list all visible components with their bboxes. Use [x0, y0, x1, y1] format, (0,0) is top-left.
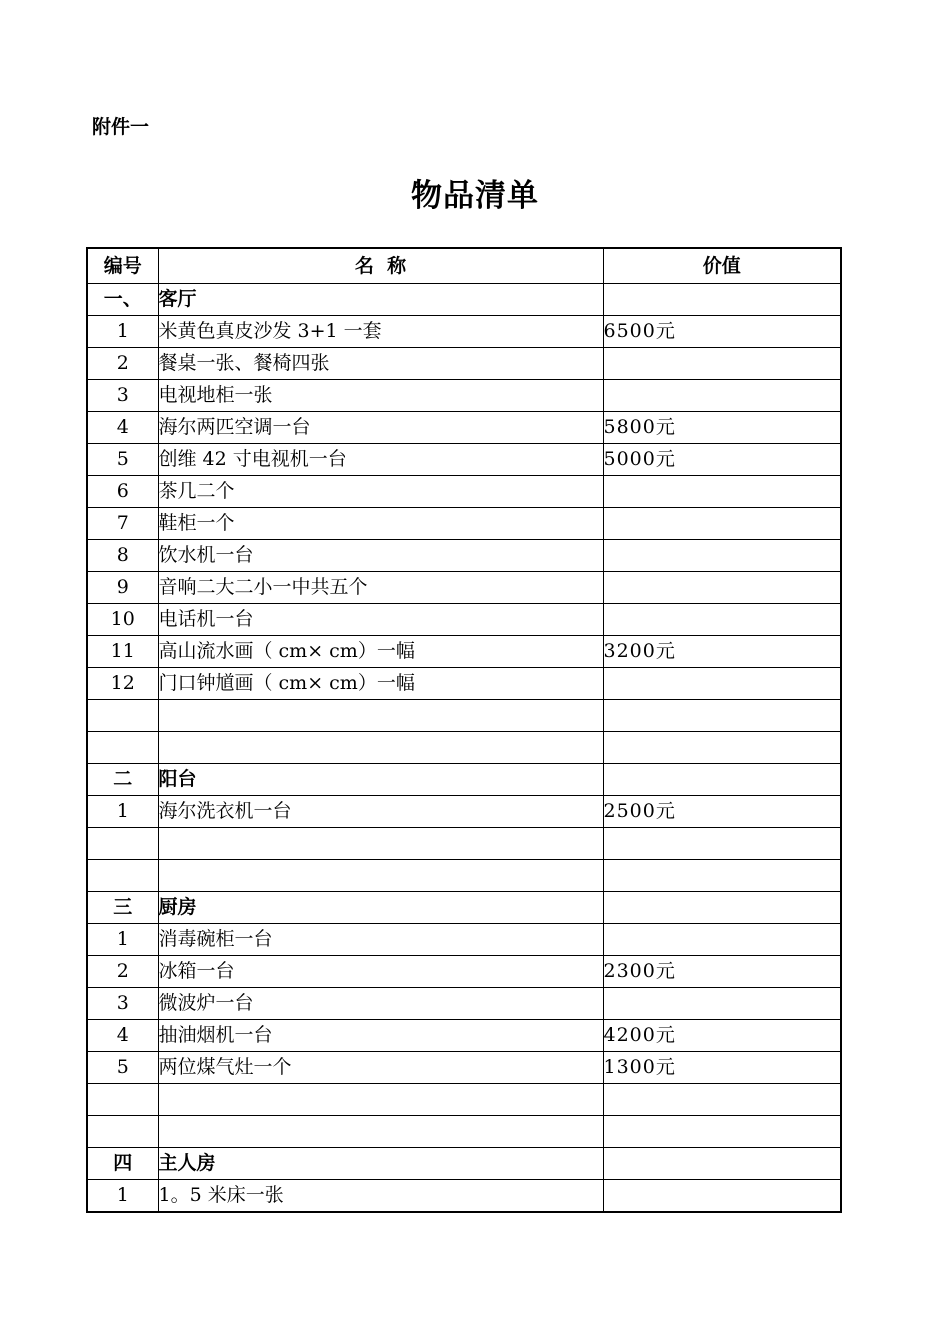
row-number-cell	[87, 828, 158, 860]
column-header-value: 价值	[603, 248, 841, 284]
inventory-table	[86, 247, 842, 1213]
item-value-cell	[603, 700, 841, 732]
item-name-cell: 主人房	[158, 1148, 603, 1180]
table-row	[87, 732, 841, 764]
row-number-cell: 三	[87, 892, 158, 924]
item-name-cell	[158, 1084, 603, 1116]
table-row	[87, 1084, 841, 1116]
table-row	[87, 316, 841, 348]
table-row	[87, 1116, 841, 1148]
item-name-cell: 鞋柜一个	[158, 508, 603, 540]
item-value-cell	[603, 860, 841, 892]
item-name-cell: 微波炉一台	[158, 988, 603, 1020]
table-row	[87, 476, 841, 508]
table-row	[87, 348, 841, 380]
table-row	[87, 540, 841, 572]
item-name-cell: 客厅	[158, 284, 603, 316]
row-number-cell: 1	[87, 1180, 158, 1213]
row-number-cell: 1	[87, 924, 158, 956]
item-value-cell: 5800元	[603, 412, 841, 444]
item-name-cell: 音响二大二小一中共五个	[158, 572, 603, 604]
table-row	[87, 988, 841, 1020]
item-value-cell	[603, 476, 841, 508]
table-row	[87, 412, 841, 444]
item-value-cell	[603, 284, 841, 316]
item-value-cell: 6500元	[603, 316, 841, 348]
item-name-cell: 茶几二个	[158, 476, 603, 508]
item-value-cell	[603, 1116, 841, 1148]
item-value-cell: 1300元	[603, 1052, 841, 1084]
column-header-number: 编号	[87, 248, 158, 284]
row-number-cell: 3	[87, 988, 158, 1020]
row-number-cell: 6	[87, 476, 158, 508]
table-row	[87, 572, 841, 604]
item-value-cell	[603, 508, 841, 540]
row-number-cell	[87, 1116, 158, 1148]
item-name-cell: 消毒碗柜一台	[158, 924, 603, 956]
row-number-cell	[87, 700, 158, 732]
item-name-cell: 厨房	[158, 892, 603, 924]
item-value-cell	[603, 764, 841, 796]
item-value-cell: 2300元	[603, 956, 841, 988]
row-number-cell: 4	[87, 412, 158, 444]
item-name-cell: 1。5 米床一张	[158, 1180, 603, 1213]
section-row	[87, 1148, 841, 1180]
item-name-cell: 门口钟馗画（ cm× cm）一幅	[158, 668, 603, 700]
item-name-cell: 海尔洗衣机一台	[158, 796, 603, 828]
row-number-cell: 11	[87, 636, 158, 668]
table-row	[87, 380, 841, 412]
item-value-cell: 3200元	[603, 636, 841, 668]
table-row	[87, 700, 841, 732]
row-number-cell: 2	[87, 348, 158, 380]
row-number-cell: 1	[87, 316, 158, 348]
item-name-cell: 两位煤气灶一个	[158, 1052, 603, 1084]
item-name-cell: 电视地柜一张	[158, 380, 603, 412]
item-value-cell	[603, 572, 841, 604]
item-value-cell	[603, 988, 841, 1020]
item-value-cell: 2500元	[603, 796, 841, 828]
item-name-cell: 米黄色真皮沙发 3+1 一套	[158, 316, 603, 348]
row-number-cell	[87, 1084, 158, 1116]
item-name-cell: 阳台	[158, 764, 603, 796]
column-header-name: 名 称	[158, 248, 603, 284]
item-name-cell: 高山流水画（ cm× cm）一幅	[158, 636, 603, 668]
row-number-cell: 4	[87, 1020, 158, 1052]
item-value-cell	[603, 892, 841, 924]
item-name-cell: 创维 42 寸电视机一台	[158, 444, 603, 476]
item-value-cell: 4200元	[603, 1020, 841, 1052]
item-value-cell	[603, 348, 841, 380]
item-value-cell	[603, 1180, 841, 1213]
row-number-cell	[87, 732, 158, 764]
item-name-cell: 海尔两匹空调一台	[158, 412, 603, 444]
row-number-cell: 二	[87, 764, 158, 796]
table-row	[87, 860, 841, 892]
item-name-cell	[158, 828, 603, 860]
row-number-cell: 12	[87, 668, 158, 700]
row-number-cell: 1	[87, 796, 158, 828]
section-row	[87, 284, 841, 316]
item-value-cell	[603, 380, 841, 412]
table-row	[87, 508, 841, 540]
row-number-cell: 一、	[87, 284, 158, 316]
row-number-cell: 3	[87, 380, 158, 412]
table-row	[87, 1180, 841, 1213]
table-row	[87, 636, 841, 668]
item-name-cell	[158, 860, 603, 892]
item-name-cell: 饮水机一台	[158, 540, 603, 572]
item-name-cell	[158, 732, 603, 764]
table-row	[87, 668, 841, 700]
item-value-cell	[603, 1148, 841, 1180]
row-number-cell: 四	[87, 1148, 158, 1180]
item-name-cell	[158, 1116, 603, 1148]
item-value-cell	[603, 668, 841, 700]
table-header-row	[87, 248, 841, 284]
row-number-cell: 5	[87, 444, 158, 476]
item-name-cell: 电话机一台	[158, 604, 603, 636]
table-row	[87, 604, 841, 636]
table-row	[87, 1052, 841, 1084]
row-number-cell: 2	[87, 956, 158, 988]
table-row	[87, 924, 841, 956]
section-row	[87, 764, 841, 796]
row-number-cell	[87, 860, 158, 892]
item-name-cell: 抽油烟机一台	[158, 1020, 603, 1052]
section-row	[87, 892, 841, 924]
row-number-cell: 8	[87, 540, 158, 572]
row-number-cell: 7	[87, 508, 158, 540]
item-name-cell	[158, 700, 603, 732]
item-value-cell: 5000元	[603, 444, 841, 476]
item-value-cell	[603, 924, 841, 956]
item-value-cell	[603, 732, 841, 764]
item-name-cell: 餐桌一张、餐椅四张	[158, 348, 603, 380]
page-title: 物品清单	[411, 178, 539, 214]
row-number-cell: 10	[87, 604, 158, 636]
table-row	[87, 444, 841, 476]
item-value-cell	[603, 828, 841, 860]
table-row	[87, 1020, 841, 1052]
item-value-cell	[603, 540, 841, 572]
table-row	[87, 796, 841, 828]
table-row	[87, 828, 841, 860]
table-row	[87, 956, 841, 988]
item-value-cell	[603, 604, 841, 636]
item-value-cell	[603, 1084, 841, 1116]
item-name-cell: 冰箱一台	[158, 956, 603, 988]
row-number-cell: 5	[87, 1052, 158, 1084]
annex-label: 附件一	[92, 116, 150, 138]
row-number-cell: 9	[87, 572, 158, 604]
